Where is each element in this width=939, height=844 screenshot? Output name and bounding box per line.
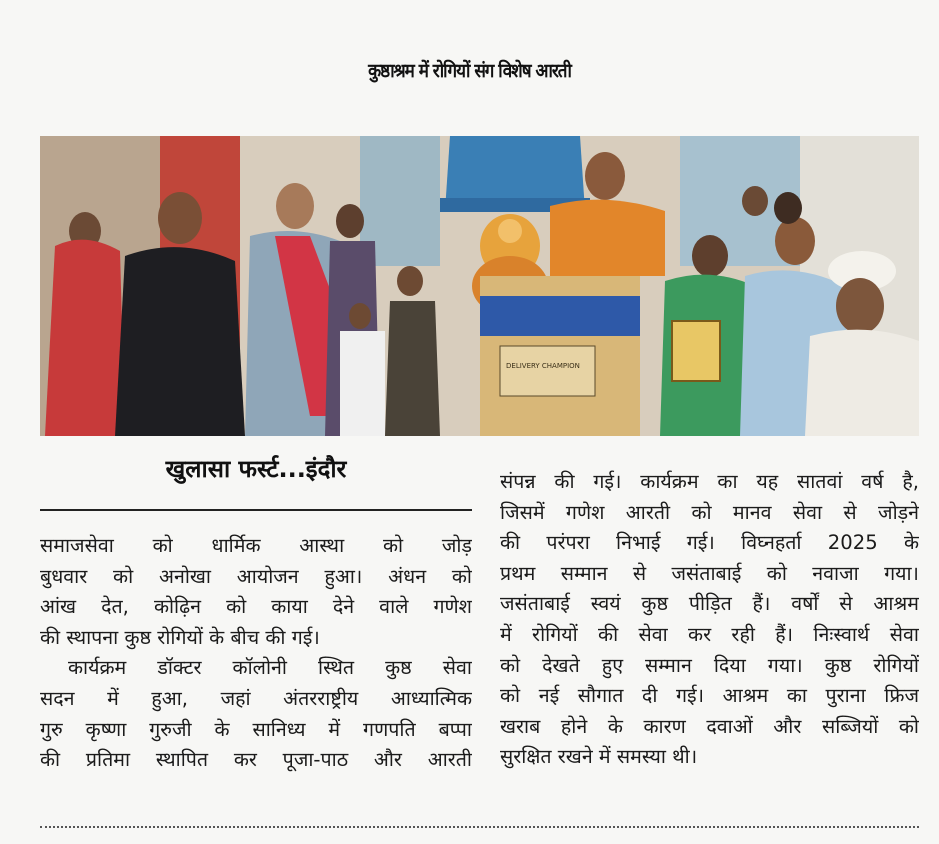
body-line: जसंताबाई स्वयं कुष्ठ पीड़ित हैं। वर्षों से आश्रम — [500, 592, 919, 616]
body-line: सदन में हुआ, जहां अंतरराष्ट्रीय आध्यात्मिक — [40, 686, 472, 710]
body-line: की स्थापना कुष्ठ रोगियों के बीच की गई। — [40, 625, 320, 649]
dateline-rule — [40, 509, 472, 511]
body-line: सुरक्षित रखने में समस्या थी। — [500, 745, 698, 769]
body-line: को देखते हुए सम्मान दिया गया। कुष्ठ रोगियों — [500, 653, 919, 677]
body-line: गुरु कृष्णा गुरुजी के सानिध्य में गणपति बप्पा — [40, 717, 472, 741]
body-line: की परंपरा निभाई गई। विघ्नहर्ता 2025 के — [500, 531, 919, 555]
article-column-right — [500, 467, 919, 773]
dateline: खुलासा फर्स्ट...इंदौर — [165, 455, 347, 483]
box-label: DELIVERY CHAMPION — [506, 362, 580, 370]
body-line: की प्रतिमा स्थापित कर पूजा-पाठ और आरती — [40, 748, 472, 772]
body-line: को नई सौगात दी गई। आश्रम का पुराना फ्रिज — [500, 684, 919, 708]
body-line: समाजसेवा को धार्मिक आस्था को जोड़ — [40, 534, 472, 557]
news-photo — [40, 136, 919, 436]
body-line: में रोगियों की सेवा कर रही हैं। निःस्वार्थ सेवा — [500, 622, 919, 646]
body-line: जिसमें गणेश आरती को मानव सेवा से जोड़ने — [500, 500, 919, 524]
body-line: संपन्न की गई। कार्यक्रम का यह सातवां वर्ष है, — [500, 470, 919, 493]
article-column-left — [40, 531, 472, 776]
body-line: आंख देत, कोढ़िन को काया देने वाले गणेश — [40, 595, 472, 619]
headline: कुष्ठाश्रम में रोगियों संग विशेष आरती — [368, 60, 571, 83]
bottom-dotted-rule — [40, 826, 919, 828]
clipped-previous-text: ˙ ˙ ˙ ˙ ˙ ˙ ˙ ˙ ˙ — [110, 0, 222, 10]
body-line: कार्यक्रम डॉक्टर कॉलोनी स्थित कुष्ठ सेवा — [68, 656, 472, 680]
body-line: खराब होने के कारण दवाओं और सब्जियों को — [500, 714, 919, 738]
photo-illustration — [40, 136, 919, 436]
body-line: बुधवार को अनोखा आयोजन हुआ। अंधन को — [40, 564, 472, 588]
body-line: प्रथम सम्मान से जसंताबाई को नवाजा गया। — [500, 561, 919, 585]
